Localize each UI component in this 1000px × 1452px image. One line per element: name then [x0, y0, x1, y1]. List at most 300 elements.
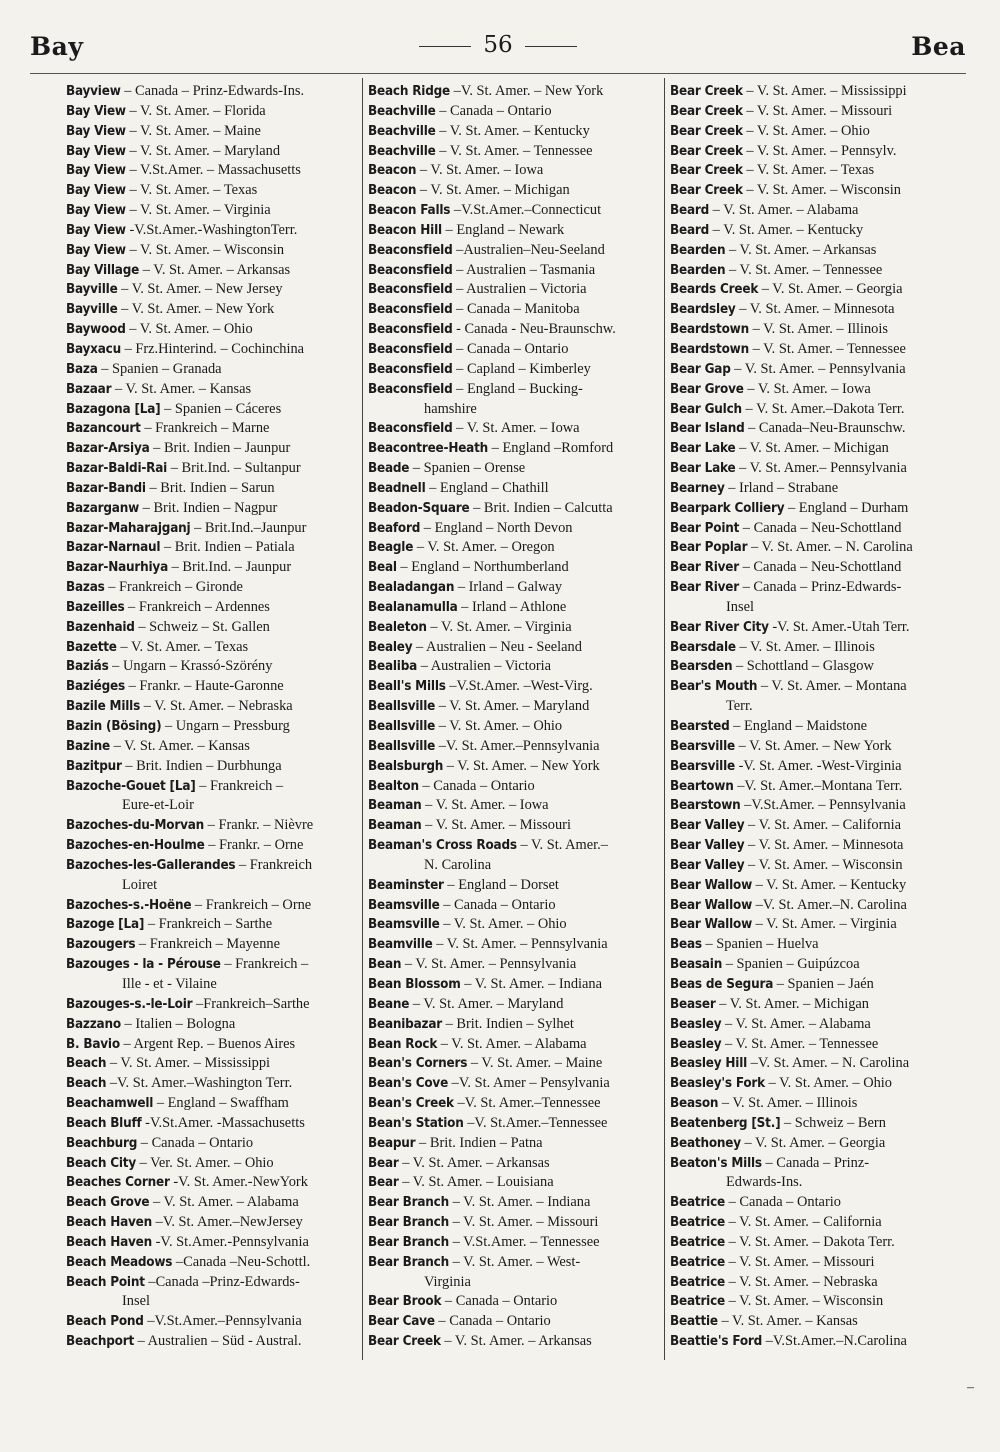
gazetteer-entry: [66, 419, 362, 439]
entry-placename: Beatenberg [St.]: [670, 1115, 781, 1131]
gazetteer-entry: [66, 1114, 362, 1134]
entry-continuation: Ille - et - Vilaine: [122, 975, 217, 992]
gazetteer-entry: [368, 1015, 664, 1035]
entry-placename: Beallsville: [368, 719, 436, 734]
entry-description: -V. St. Amer. -West-Virginia: [738, 757, 902, 774]
entry-continuation: hamshire: [424, 400, 477, 417]
gazetteer-entry: [670, 558, 970, 578]
entry-placename: Bayville: [66, 282, 118, 298]
entry-placename: Bear River City: [670, 619, 769, 635]
entry-placename: Beasley's Fork: [670, 1076, 765, 1092]
gazetteer-entry: [368, 638, 664, 658]
entry-description: –V. St. Amer. – New York: [453, 83, 604, 99]
running-head-left: Bay: [30, 32, 84, 61]
entry-placename: Beacon: [368, 163, 417, 179]
header-dash-right: [525, 46, 577, 47]
entry-placename: Bazette: [66, 639, 117, 655]
entry-placename: Bazoches-du-Morvan: [66, 818, 205, 834]
entry-placename: Bay View: [66, 203, 126, 219]
gazetteer-entry: [368, 1193, 664, 1213]
entry-description: – V. St. Amer. – Missouri: [746, 102, 893, 119]
entry-description: – V. St. Amer. – Georgia: [761, 281, 903, 298]
entry-description: – V. St. Amer. – Kansas: [721, 1313, 858, 1330]
entry-placename: Beaconsfield: [368, 381, 453, 397]
entry-description: –V. St.Amer.–Tennessee: [467, 1114, 608, 1131]
gazetteer-entry: [368, 1292, 664, 1312]
entry-placename: Beaconsfield: [368, 322, 453, 338]
entry-placename: Bear Point: [670, 520, 740, 536]
entry-description: – Australien – Tasmania: [456, 261, 596, 278]
entry-placename: Beason: [670, 1096, 719, 1112]
gazetteer-entry: [66, 1054, 362, 1074]
gazetteer-entry: [670, 796, 970, 816]
entry-placename: Bear's Mouth: [670, 679, 758, 695]
entry-placename: Beall's Mills: [368, 679, 446, 695]
entry-placename: Bearden: [670, 242, 726, 258]
entry-description: -V.St.Amer.-WashingtonTerr.: [129, 221, 298, 238]
gazetteer-entry: [670, 459, 970, 479]
gazetteer-entry: [66, 181, 362, 201]
entry-placename: Bealsburgh: [368, 758, 444, 774]
entry-description: – V. St. Amer. – California: [748, 817, 901, 834]
gazetteer-entry: [670, 102, 970, 122]
entry-placename: Bear Cave: [368, 1314, 435, 1330]
entry-description: – V. St. Amer. – Arkansas: [142, 261, 291, 278]
entry-description: – Canada – Ontario: [438, 1313, 551, 1330]
entry-placename: Bayville: [66, 302, 118, 318]
entry-description: – Spanien – Cáceres: [164, 400, 282, 417]
entry-placename: Bay View: [66, 222, 126, 238]
gazetteer-entry: [66, 598, 362, 618]
gazetteer-entry: [66, 816, 362, 836]
entry-description: – Frankreich – Ardennes: [128, 598, 270, 615]
entry-placename: Beasley Hill: [670, 1056, 748, 1072]
gazetteer-entry: [670, 757, 970, 777]
gazetteer-entry: [66, 657, 362, 677]
gazetteer-entry: [66, 578, 362, 598]
entry-description: – V. St. Amer. – Iowa: [425, 797, 549, 814]
entry-description: – Spanien – Huelva: [705, 936, 819, 953]
entry-description: –Canada –Prinz-Edwards-: [148, 1273, 300, 1290]
entry-placename: Bear: [368, 1155, 399, 1171]
gazetteer-entry: [66, 1213, 362, 1233]
entry-placename: Bear Poplar: [670, 540, 748, 556]
gazetteer-entry: [66, 261, 362, 281]
entry-placename: Bay View: [66, 242, 126, 258]
entry-placename: Bean's Station: [368, 1115, 464, 1131]
gazetteer-entry: [670, 241, 970, 261]
gazetteer-entry: [670, 122, 970, 142]
entry-placename: Bear River: [670, 580, 739, 596]
entry-placename: Bean: [368, 957, 402, 973]
gazetteer-entry: [66, 380, 362, 400]
entry-description: – Canada – Prinz-Edwards-Ins.: [124, 83, 305, 99]
entry-description: – V. St. Amer. – Virginia: [129, 202, 271, 219]
entry-description: – V. St. Amer. – Ohio: [443, 916, 567, 933]
entry-placename: Bear Wallow: [670, 897, 753, 913]
entry-placename: Beatrice: [670, 1195, 726, 1211]
gazetteer-entry: [368, 201, 664, 221]
entry-placename: Beas: [670, 937, 702, 953]
gazetteer-entry: [368, 975, 664, 995]
entry-description: -V.St.Amer. -Massachusetts: [145, 1114, 305, 1131]
gazetteer-entry: [66, 499, 362, 519]
entry-description: – V. St. Amer. – Louisiana: [402, 1174, 554, 1191]
gazetteer-entry: [66, 618, 362, 638]
entry-placename: Beach: [66, 1056, 107, 1072]
gazetteer-entry: [66, 638, 362, 658]
gazetteer-entry: [368, 181, 664, 201]
gazetteer-entry: [66, 439, 362, 459]
gazetteer-entry: [66, 915, 362, 935]
entry-continuation: Edwards-Ins.: [726, 1174, 803, 1191]
entry-placename: Bay View: [66, 163, 126, 179]
entry-description: – V. St. Amer. – Minnesota: [748, 837, 904, 854]
gazetteer-entry: [670, 578, 970, 618]
gazetteer-entry: [66, 777, 362, 817]
entry-description: – England – Chathill: [429, 479, 549, 496]
entry-placename: Beaman: [368, 818, 422, 834]
entry-placename: Beach City: [66, 1155, 136, 1171]
entry-description: – V. St. Amer. – Alabama: [725, 1015, 871, 1032]
gazetteer-entry: [670, 836, 970, 856]
entry-description: –V.St.Amer.–Connecticut: [453, 202, 602, 219]
gazetteer-entry: [66, 1233, 362, 1253]
entry-placename: Bazenhaid: [66, 619, 135, 635]
entry-description: – V. St. Amer. – California: [728, 1214, 882, 1231]
entry-placename: Bay View: [66, 103, 126, 119]
entry-placename: Beasain: [670, 957, 723, 973]
entry-placename: Bazas: [66, 580, 105, 596]
entry-description: – V. St. Amer. – Wisconsin: [748, 856, 903, 873]
gazetteer-entry: [66, 1134, 362, 1154]
entry-placename: Beachport: [66, 1334, 135, 1350]
gazetteer-entry: [66, 1273, 362, 1313]
gazetteer-entry: [670, 1312, 970, 1332]
column-1: [66, 82, 362, 1352]
entry-description: -V. St. Amer.-NewYork: [173, 1174, 308, 1191]
entry-description: – Australien – Victoria: [420, 658, 552, 675]
entry-description: – V. St. Amer. – Georgia: [744, 1134, 886, 1151]
entry-description: – V. St. Amer. – New York: [738, 737, 892, 754]
entry-description: – V. St. Amer. – Kentucky: [439, 122, 590, 139]
entry-placename: Bazar-Maharajganj: [66, 520, 191, 536]
gazetteer-entry: [670, 280, 970, 300]
entry-placename: Beaman: [368, 798, 422, 814]
gazetteer-entry: [66, 221, 362, 241]
entry-placename: Beatrice: [670, 1254, 726, 1270]
entry-description: – V. St. Amer. – Mississippi: [746, 83, 907, 99]
gazetteer-entry: [670, 261, 970, 281]
entry-placename: Bazar-Naurhiya: [66, 560, 169, 576]
entry-description: – V. St. Amer.–Dakota Terr.: [745, 400, 905, 417]
gazetteer-entry: [66, 280, 362, 300]
entry-placename: Bear Lake: [670, 441, 736, 457]
entry-placename: Beardsley: [670, 302, 736, 318]
entry-description: – Brit. Indien – Sarun: [149, 479, 275, 496]
entry-placename: Beaconsfield: [368, 242, 453, 258]
entry-description: – V. St. Amer. – Wisconsin: [129, 241, 285, 258]
entry-description: – V. St. Amer. – Michigan: [739, 440, 889, 457]
entry-description: – Brit. Indien – Durbhunga: [125, 757, 282, 774]
gazetteer-entry: [66, 82, 362, 102]
entry-placename: Beach Bluff: [66, 1115, 142, 1131]
entry-description: – Argent Rep. – Buenos Aires: [123, 1035, 296, 1052]
entry-placename: Bazoches-s.-Hoëne: [66, 897, 192, 913]
entry-description: – Frankreich – Gironde: [108, 579, 243, 596]
gazetteer-entry: [670, 777, 970, 797]
gazetteer-entry: [368, 896, 664, 916]
gazetteer-entry: [368, 122, 664, 142]
entry-placename: Beaman's Cross Roads: [368, 838, 517, 854]
entry-description: – V. St. Amer. – Alabama: [712, 202, 859, 219]
entry-description: –V. St. Amer – Pensylvania: [451, 1075, 610, 1092]
entry-placename: Beards Creek: [670, 282, 759, 298]
entry-placename: Beachville: [368, 143, 436, 159]
page-number-text: 56: [483, 32, 513, 58]
entry-placename: Beaconsfield: [368, 421, 453, 437]
entry-placename: Beach Haven: [66, 1215, 153, 1231]
gazetteer-entry: [66, 1193, 362, 1213]
entry-description: – V. St. Amer.– Pennsylvania: [739, 460, 907, 477]
header-dash-left: [419, 46, 471, 47]
entry-placename: Bear Branch: [368, 1195, 449, 1211]
entry-placename: Beatrice: [670, 1274, 726, 1290]
entry-placename: Bearsville: [670, 738, 735, 754]
entry-placename: Beach Haven: [66, 1234, 153, 1250]
entry-description: – V. St. Amer. – Oregon: [416, 539, 555, 556]
gazetteer-entry: [66, 697, 362, 717]
entry-description: – V. St. Amer. – Iowa: [747, 380, 871, 397]
entry-placename: Beasley: [670, 1016, 722, 1032]
entry-description: – V. St. Amer. – Kentucky: [755, 876, 907, 893]
gazetteer-entry: [670, 1054, 970, 1074]
entry-description: – V. St. Amer. – Texas: [120, 638, 249, 655]
entry-placename: Baywood: [66, 322, 126, 338]
entry-description: – Spanien – Orense: [412, 460, 526, 477]
gazetteer-entry: [368, 1233, 664, 1253]
entry-continuation: Terr.: [726, 698, 753, 715]
entry-placename: Bayxacu: [66, 341, 121, 357]
gazetteer-entry: [368, 935, 664, 955]
gazetteer-entry: [66, 1035, 362, 1055]
entry-description: -V. St.Amer.-Pennsylvania: [155, 1233, 309, 1250]
entry-description: – V. St. Amer. – Missouri: [452, 1214, 599, 1231]
entry-placename: Bear Creek: [670, 183, 743, 199]
gazetteer-entry: [368, 955, 664, 975]
gazetteer-entry: [368, 836, 664, 876]
column-3: [670, 82, 970, 1352]
entry-description: – Ver. St. Amer. – Ohio: [139, 1154, 274, 1171]
entry-description: – V. St. Amer. – Texas: [129, 182, 258, 199]
gazetteer-entry: [66, 1312, 362, 1332]
entry-description: – Ungarn – Krassó-Szörény: [112, 658, 273, 675]
entry-continuation: Insel: [122, 1293, 150, 1310]
entry-description: – V. St. Amer. – Michigan: [419, 182, 570, 199]
gazetteer-entry: [368, 1213, 664, 1233]
entry-description: – Schottland – Glasgow: [735, 658, 874, 675]
entry-placename: Bearney: [670, 480, 725, 496]
entry-placename: Bazile Mills: [66, 699, 141, 715]
entry-description: – England – Swaffham: [156, 1095, 289, 1112]
gazetteer-entry: [670, 896, 970, 916]
gazetteer-entry: [368, 1134, 664, 1154]
entry-description: – V. St. Amer. – Mississippi: [109, 1055, 271, 1072]
entry-description: – Frankreich –: [224, 956, 309, 973]
entry-description: – V. St. Amer. – Nebraska: [143, 698, 293, 715]
entry-description: –V. St. Amer.–Pennsylvania: [438, 737, 600, 754]
gazetteer-entry: [66, 161, 362, 181]
entry-description: – Frankreich – Sarthe: [147, 916, 273, 933]
gazetteer-entry: [66, 201, 362, 221]
entry-placename: Beach Pond: [66, 1314, 144, 1330]
entry-placename: Bear Lake: [670, 461, 736, 477]
entry-description: – Canada – Ontario: [422, 777, 535, 794]
gazetteer-entry: [670, 955, 970, 975]
entry-description: – Frankreich –: [199, 777, 284, 794]
entry-description: – V. St. Amer. – Pennsylv.: [746, 142, 897, 159]
gazetteer-entry: [368, 280, 664, 300]
gazetteer-entry: [670, 1253, 970, 1273]
entry-continuation: Eure-et-Loir: [122, 797, 194, 814]
entry-description: – V. St. Amer. – Tennessee: [752, 340, 906, 357]
column-divider: [362, 78, 363, 1360]
entry-placename: Beadnell: [368, 480, 426, 496]
gazetteer-entry: [66, 558, 362, 578]
entry-placename: Bear Island: [670, 421, 745, 437]
gazetteer-entry: [368, 796, 664, 816]
entry-placename: Beacon: [368, 183, 417, 199]
gazetteer-entry: [670, 419, 970, 439]
gazetteer-entry: [670, 1114, 970, 1134]
entry-continuation: Loiret: [122, 876, 158, 893]
gazetteer-entry: [670, 161, 970, 181]
gazetteer-entry: [670, 340, 970, 360]
entry-description: – V. St. Amer.–: [520, 837, 608, 854]
entry-description: – Spanien – Granada: [101, 360, 222, 377]
entry-placename: Beadon-Square: [368, 500, 470, 516]
entry-description: – V. St. Amer. – Iowa: [419, 162, 544, 179]
entry-placename: Bearsdale: [670, 639, 736, 655]
page-number: [30, 32, 966, 58]
entry-placename: Beartown: [670, 778, 734, 794]
entry-placename: Baziás: [66, 659, 109, 675]
entry-description: – V. St. Amer. – Iowa: [456, 420, 580, 437]
entry-description: – V. St. Amer. – Pennsylvania: [436, 936, 608, 953]
entry-description: – V. St. Amer. – Ohio: [746, 122, 870, 139]
entry-placename: Beachburg: [66, 1135, 138, 1151]
entry-placename: Bay Village: [66, 262, 140, 278]
gazetteer-entry: [670, 320, 970, 340]
gazetteer-entry: [66, 241, 362, 261]
entry-description: – V. St. Amer. – Illinois: [752, 321, 888, 338]
entry-placename: Bear Branch: [368, 1234, 449, 1250]
entry-description: – V. St. Amer. – Illinois: [721, 1095, 858, 1112]
gazetteer-entry: [670, 479, 970, 499]
entry-description: – V. St. Amer. – Dakota Terr.: [728, 1233, 895, 1250]
gazetteer-entry: [66, 757, 362, 777]
gazetteer-entry: [66, 935, 362, 955]
gazetteer-entry: [66, 836, 362, 856]
entry-placename: Bear: [368, 1175, 399, 1191]
gazetteer-entry: [368, 499, 664, 519]
entry-placename: Beacontree-Heath: [368, 441, 489, 457]
entry-description: – V. St. Amer. – Montana: [760, 678, 907, 695]
gazetteer-entry: [66, 479, 362, 499]
entry-placename: Beach: [66, 1076, 107, 1092]
gazetteer-entry: [670, 400, 970, 420]
gazetteer-entry: [368, 320, 664, 340]
entry-description: – V. St. Amer. – Ohio: [768, 1075, 893, 1092]
entry-placename: Beacon Hill: [368, 222, 442, 238]
entry-placename: Bear Creek: [368, 1334, 441, 1350]
entry-placename: Bazouges - la - Pérouse: [66, 957, 221, 973]
margin-mark: –: [967, 1380, 974, 1395]
gazetteer-entry: [66, 538, 362, 558]
entry-placename: Bear Creek: [670, 163, 743, 179]
gazetteer-entry: [670, 657, 970, 677]
entry-description: - Canada - Neu-Braunschw.: [456, 321, 616, 338]
entry-description: – Frankreich: [239, 856, 313, 873]
entry-description: – Frankreich – Marne: [144, 420, 270, 437]
entry-placename: Beaches Corner: [66, 1175, 170, 1191]
gazetteer-entry: [670, 1233, 970, 1253]
entry-description: – Spanien – Guipúzcoa: [725, 956, 860, 973]
entry-description: – V. St. Amer. – Maine: [129, 122, 261, 139]
entry-description: – V. St. Amer. – Kansas: [113, 737, 250, 754]
gazetteer-entry: [368, 82, 664, 102]
entry-description: – V. St. Amer. – Nebraska: [728, 1273, 878, 1290]
entry-description: – V. St. Amer. – N. Carolina: [750, 539, 913, 556]
gazetteer-entry: [670, 221, 970, 241]
entry-placename: Bear Creek: [670, 123, 743, 139]
gazetteer-entry: [66, 737, 362, 757]
entry-description: – V. St. Amer. – Maryland: [129, 142, 281, 159]
entry-placename: Beachamwell: [66, 1096, 154, 1112]
entry-description: – V. St. Amer. – Tennessee: [729, 261, 883, 278]
entry-description: – V. St. Amer. – New Jersey: [121, 281, 283, 298]
entry-placename: Beaconsfield: [368, 341, 453, 357]
entry-placename: Bazoches-en-Houlme: [66, 838, 205, 854]
gazetteer-entry: [368, 1054, 664, 1074]
entry-description: – Canada – Prinz-Edwards-: [742, 579, 902, 596]
gazetteer-entry: [66, 1094, 362, 1114]
gazetteer-entry: [66, 340, 362, 360]
entry-description: – Frankreich – Mayenne: [138, 936, 280, 953]
gazetteer-entry: [368, 1173, 664, 1193]
entry-placename: Beas de Segura: [670, 976, 774, 992]
entry-placename: Beach Grove: [66, 1195, 150, 1211]
entry-description: – Brit. Indien – Patiala: [163, 539, 295, 556]
entry-description: – V. St. Amer. – Maine: [470, 1055, 603, 1072]
gazetteer-entry: [670, 876, 970, 896]
entry-description: –Australien–Neu-Seeland: [456, 241, 605, 258]
entry-placename: Bay View: [66, 143, 126, 159]
entry-description: – Capland – Kimberley: [456, 360, 591, 377]
gazetteer-entry: [66, 955, 362, 995]
gazetteer-entry: [66, 400, 362, 420]
entry-description: – England – Bucking-: [456, 380, 583, 397]
entry-placename: Baziéges: [66, 679, 125, 695]
gazetteer-entry: [368, 677, 664, 697]
entry-description: – England – Dorset: [447, 876, 559, 893]
entry-placename: Beamsville: [368, 897, 440, 913]
entry-placename: Beallsville: [368, 699, 436, 715]
gazetteer-entry: [670, 181, 970, 201]
entry-description: – V.St.Amer. – Tennessee: [452, 1233, 600, 1250]
entry-description: –V. St. Amer.–Montana Terr.: [737, 777, 903, 794]
gazetteer-entry: [368, 1114, 664, 1134]
